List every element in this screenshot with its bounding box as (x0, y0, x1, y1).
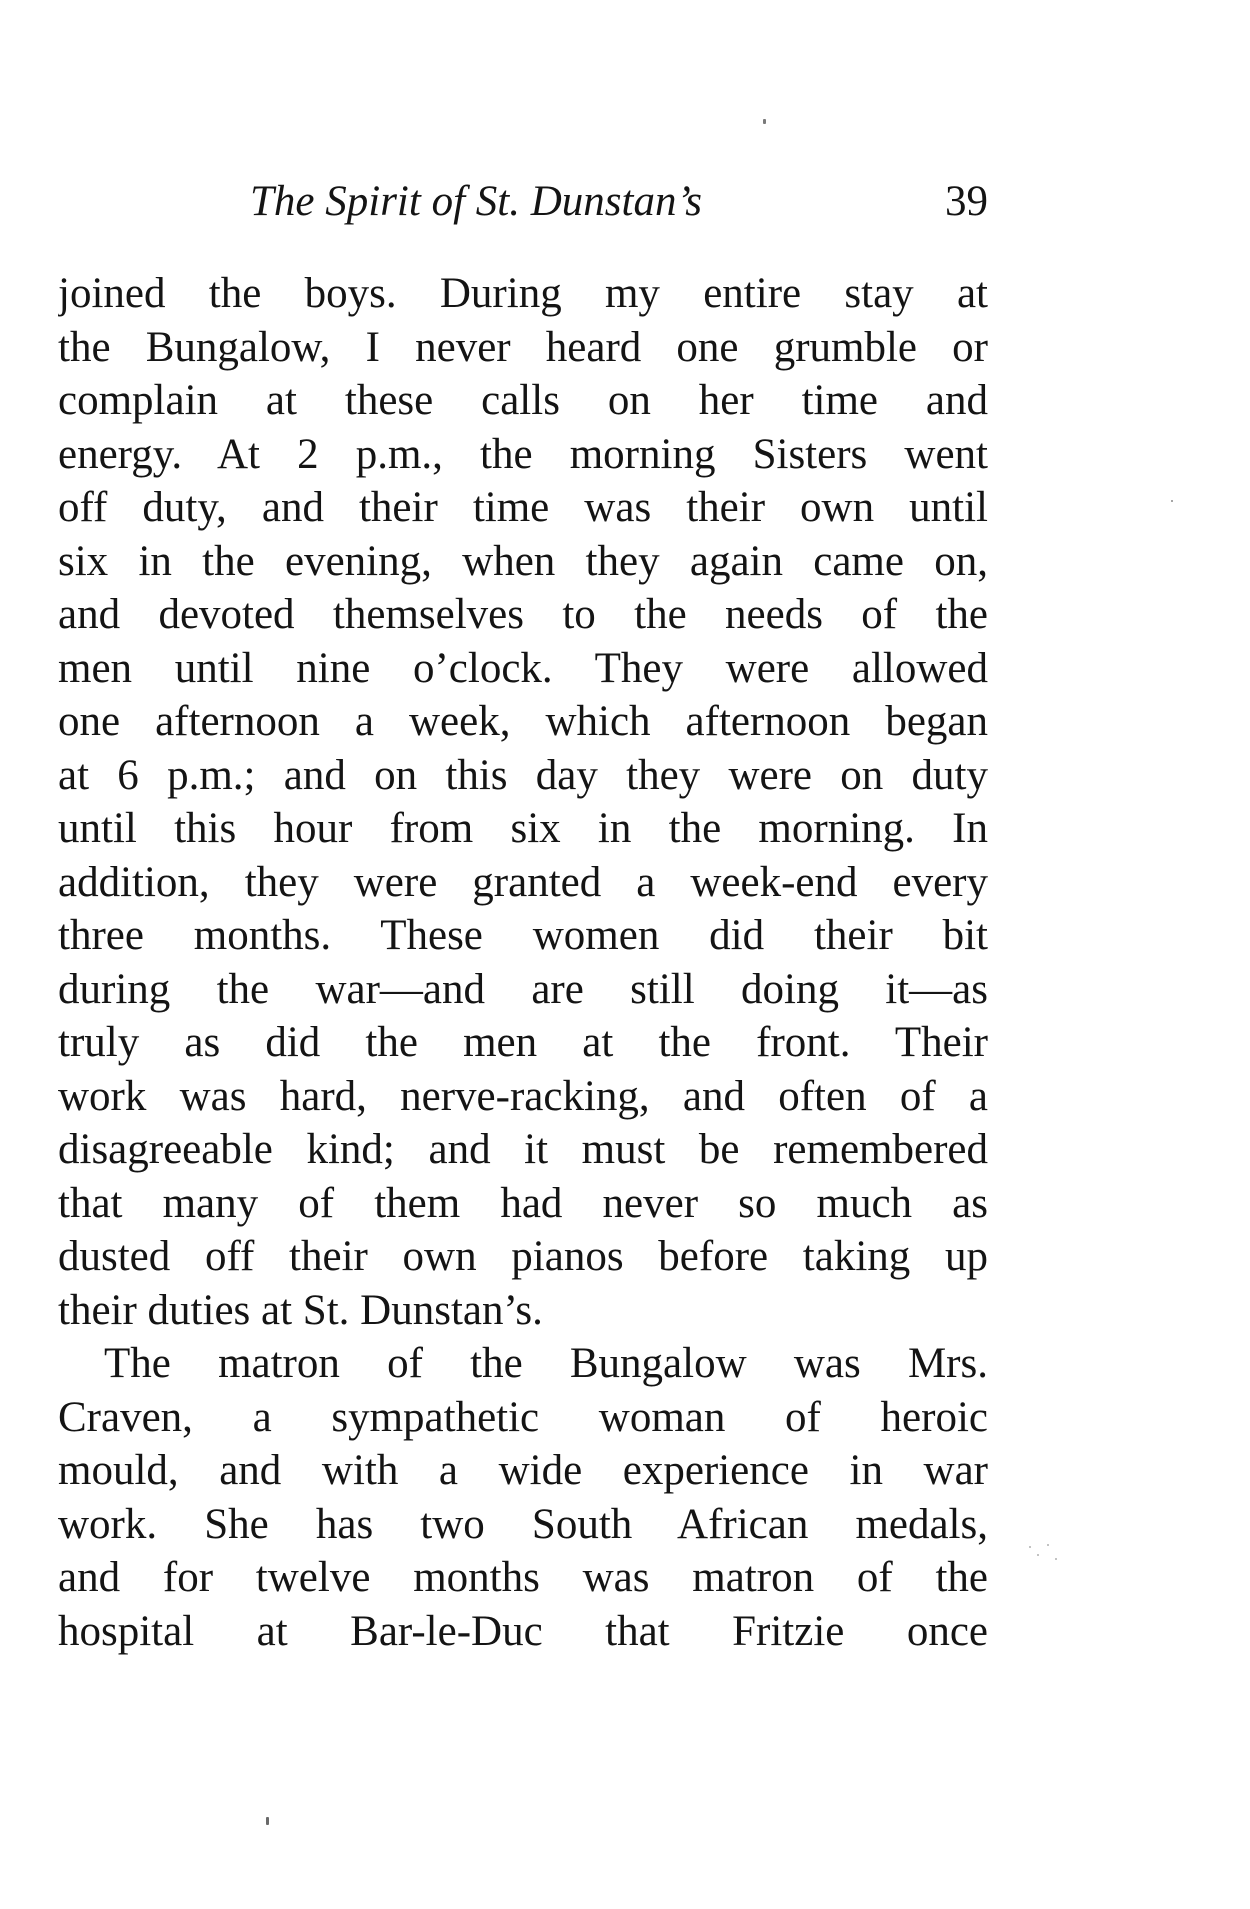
text-line: The matron of the Bungalow was Mrs. (104, 1340, 988, 1387)
body-text (58, 267, 988, 1658)
text-line: three months. These women did their bit (58, 912, 988, 959)
text-line: Craven, a sympathetic woman of heroic (58, 1393, 988, 1441)
page-speck (763, 119, 766, 124)
text-line: hospital at Bar-le-Duc that Fritzie once (58, 1607, 988, 1655)
page-speck (1171, 500, 1173, 502)
text-line: off duty, and their time was their own until (58, 484, 988, 531)
text-line: one afternoon a week, which afternoon began (58, 698, 988, 745)
text-line: joined the boys. During my entire stay at (58, 270, 988, 317)
paragraph-1 (58, 267, 988, 1337)
text-line: disagreeable kind; and it must be remembered (58, 1126, 988, 1173)
text-line: during the war—and are still doing it—as (58, 965, 988, 1013)
text-line: at 6 p.m.; and on this day they were on duty (58, 751, 988, 799)
text-line: their duties at St. Dunstan’s. (58, 1286, 543, 1334)
running-title: The Spirit of St. Dunstan’s (250, 178, 702, 225)
text-line: work. She has two South African medals, (58, 1500, 988, 1548)
text-line: until this hour from six in the morning. In (58, 805, 988, 852)
text-line: truly as did the men at the front. Their (58, 1019, 988, 1066)
text-line: work was hard, nerve-racking, and often of a (58, 1072, 988, 1120)
text-line: dusted off their own pianos before taking up (58, 1233, 988, 1280)
page-speck (266, 1817, 269, 1825)
page-number: 39 (945, 178, 988, 225)
text-line: men until nine o’clock. They were allowed (58, 644, 988, 692)
page-speck (1025, 1540, 1065, 1566)
text-line: addition, they were granted a week-end every (58, 858, 988, 906)
text-line: that many of them had never so much as (58, 1179, 988, 1227)
text-line: six in the evening, when they again came on, (58, 537, 988, 585)
text-line: mould, and with a wide experience in war (58, 1447, 988, 1494)
text-line: complain at these calls on her time and (58, 377, 988, 424)
running-head (60, 174, 988, 230)
text-line: energy. At 2 p.m., the morning Sisters went (58, 430, 988, 478)
text-line: and devoted themselves to the needs of the (58, 591, 988, 638)
text-line: and for twelve months was matron of the (58, 1554, 988, 1601)
paragraph-2 (58, 1337, 988, 1658)
text-line: the Bungalow, I never heard one grumble or (58, 323, 988, 371)
